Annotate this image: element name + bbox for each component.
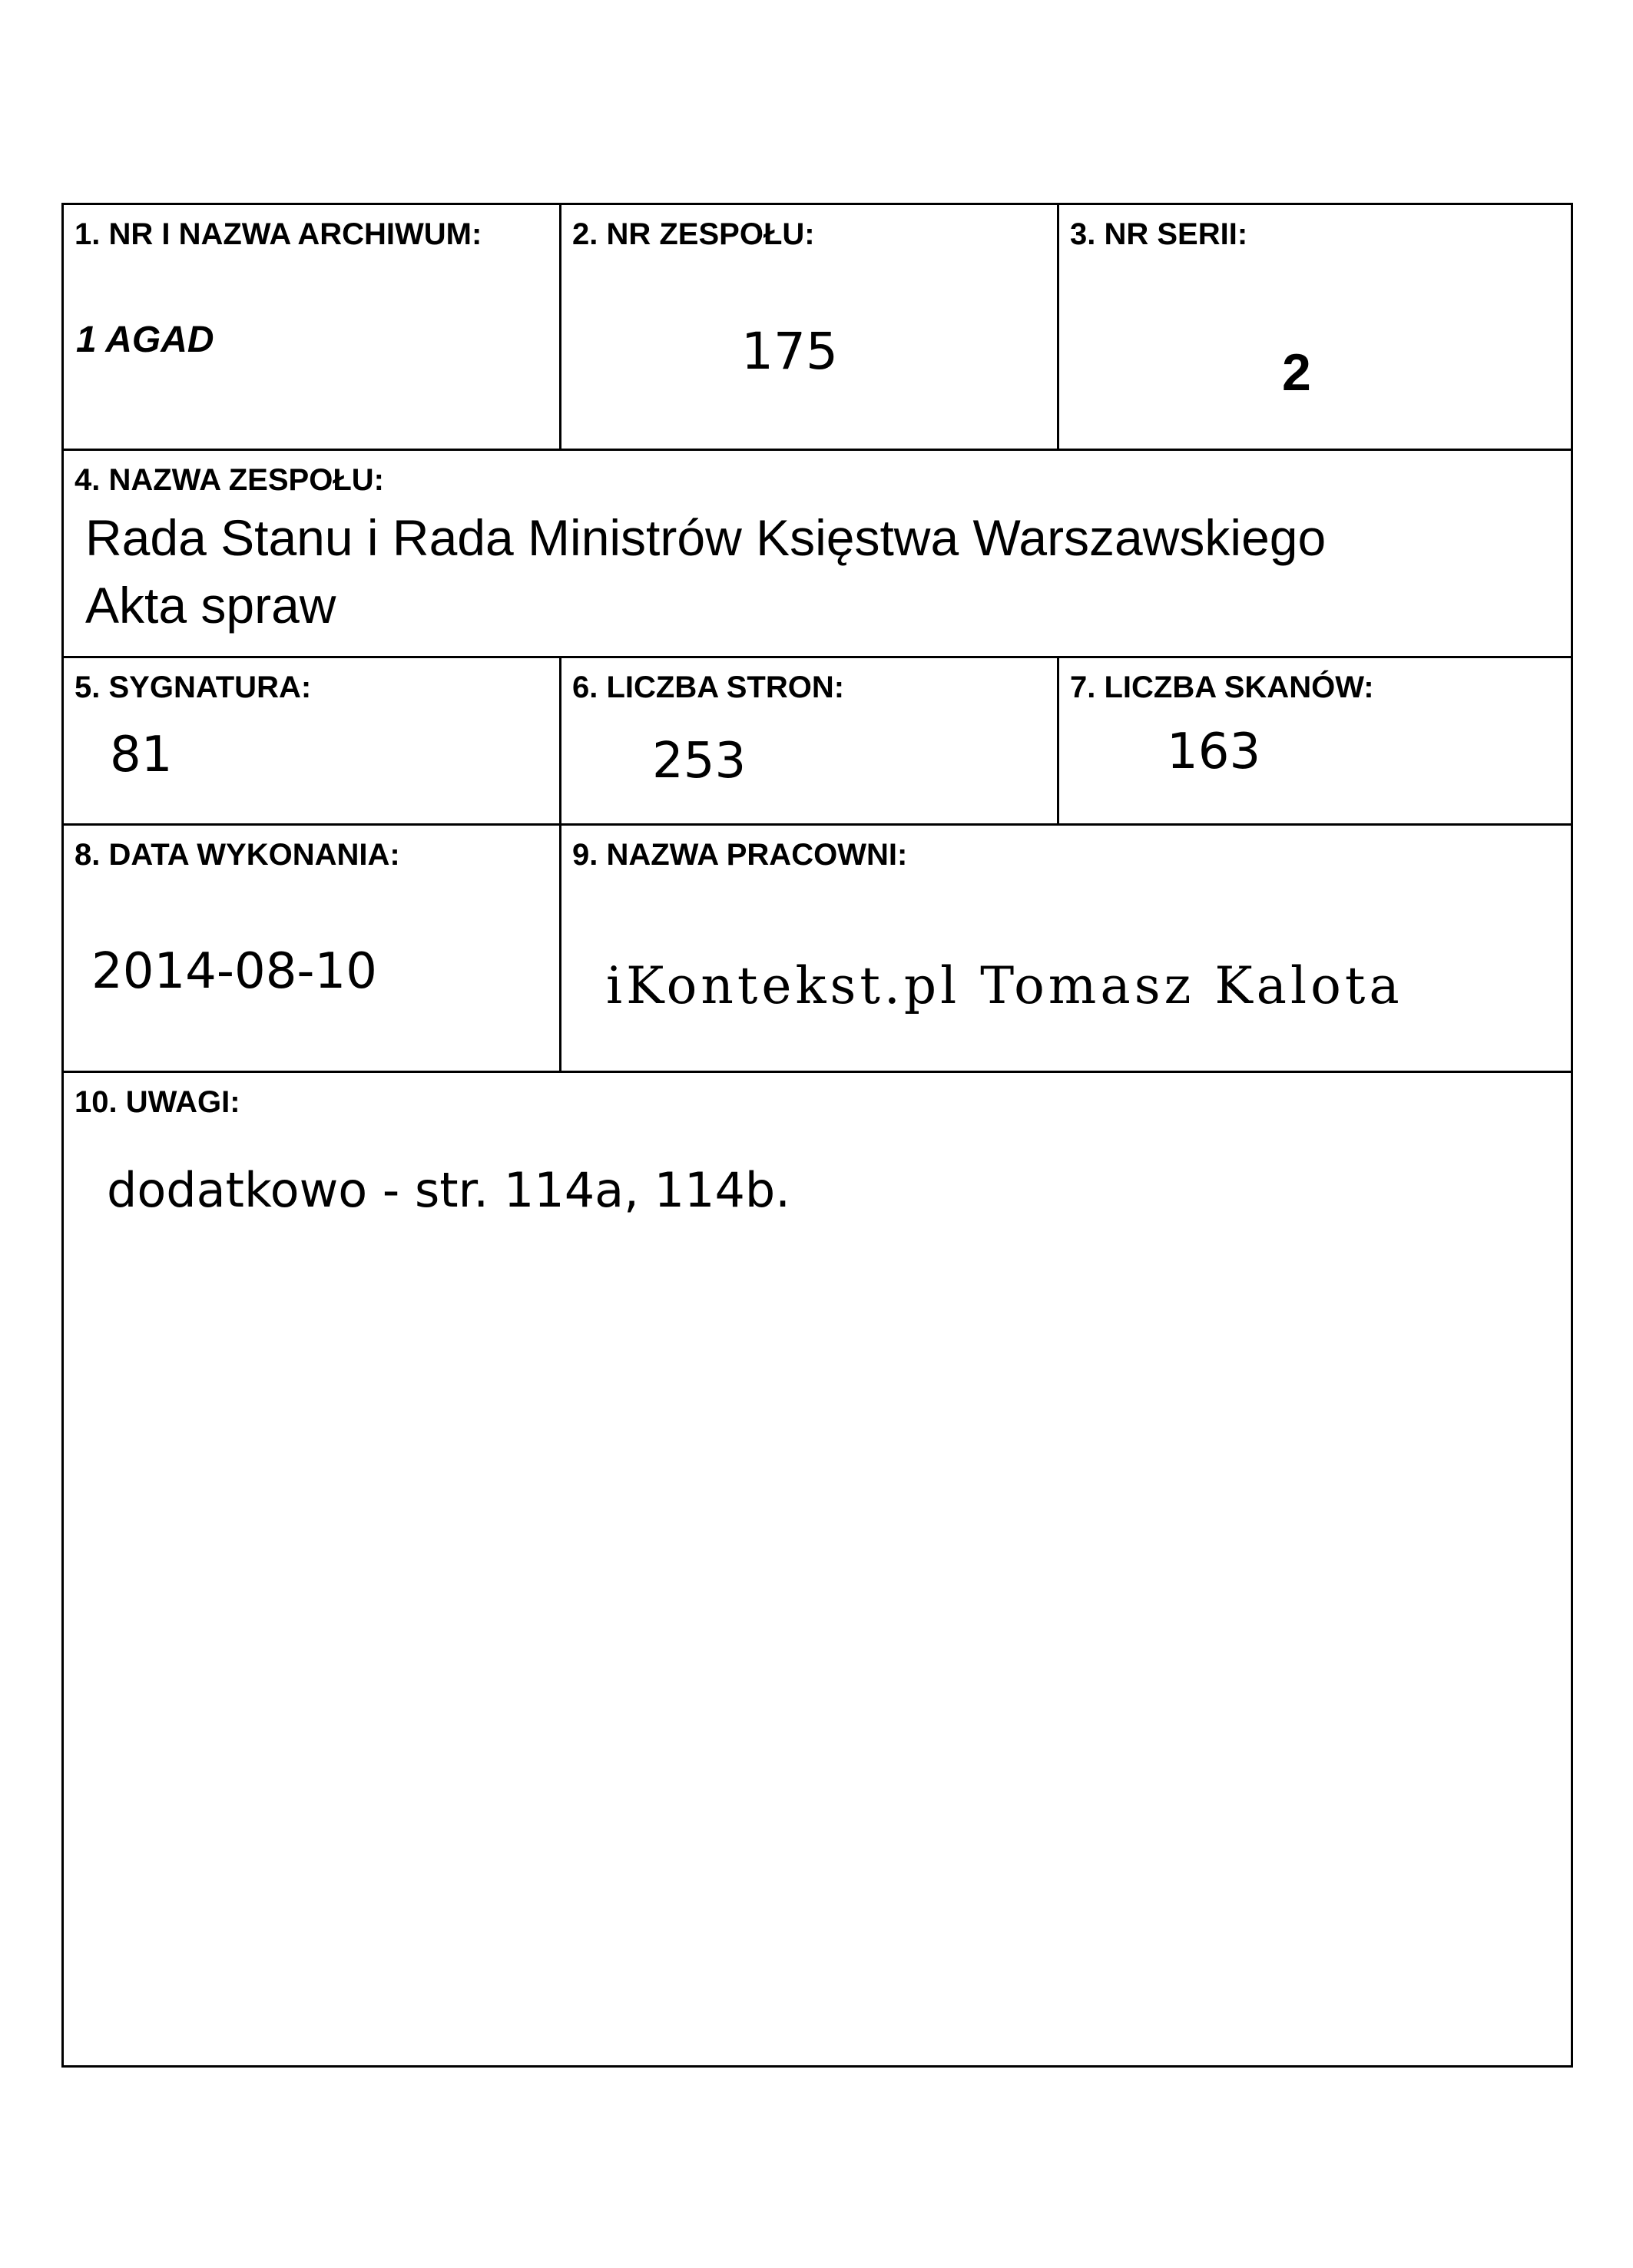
- workshop-value: iKontekst.pl Tomasz Kalota: [606, 956, 1403, 1015]
- fonds-name-label: 4. NAZWA ZESPOŁU:: [75, 463, 384, 497]
- date-cell: [64, 826, 561, 1073]
- archive-label: 1. NR I NAZWA ARCHIWUM:: [75, 217, 482, 251]
- series-number-label: 3. NR SERII:: [1070, 217, 1248, 251]
- fonds-name-line-1: Rada Stanu i Rada Ministrów Księstwa Warszawskiego: [85, 509, 1327, 566]
- fonds-number-cell: [561, 205, 1059, 451]
- fonds-name-line-2: Akta spraw: [85, 577, 336, 634]
- signature-value: 81: [110, 727, 173, 783]
- archive-value: 1 AGAD: [76, 320, 214, 360]
- scan-count-label: 7. LICZBA SKANÓW:: [1070, 670, 1374, 704]
- remarks-cell: [64, 1073, 1571, 2065]
- remarks-label: 10. UWAGI:: [75, 1085, 240, 1119]
- archive-metadata-form: [61, 203, 1573, 2068]
- workshop-cell: [561, 826, 1571, 1073]
- remarks-value: dodatkowo - str. 114a, 114b.: [107, 1162, 790, 1218]
- page-count-value: 253: [652, 733, 747, 790]
- date-value: 2014-08-10: [91, 943, 377, 1000]
- scan-count-cell: [1059, 658, 1571, 826]
- series-number-value: 2: [1282, 343, 1311, 402]
- page-count-label: 6. LICZBA STRON:: [572, 670, 845, 704]
- scan-count-value: 163: [1167, 723, 1261, 780]
- fonds-number-value: 175: [741, 322, 838, 381]
- series-number-cell: [1059, 205, 1571, 451]
- archive-cell: [64, 205, 561, 451]
- signature-label: 5. SYGNATURA:: [75, 670, 312, 704]
- page-count-cell: [561, 658, 1059, 826]
- workshop-label: 9. NAZWA PRACOWNI:: [572, 838, 908, 872]
- fonds-name-cell: [64, 451, 1571, 658]
- signature-cell: [64, 658, 561, 826]
- date-label: 8. DATA WYKONANIA:: [75, 838, 400, 872]
- fonds-number-label: 2. NR ZESPOŁU:: [572, 217, 815, 251]
